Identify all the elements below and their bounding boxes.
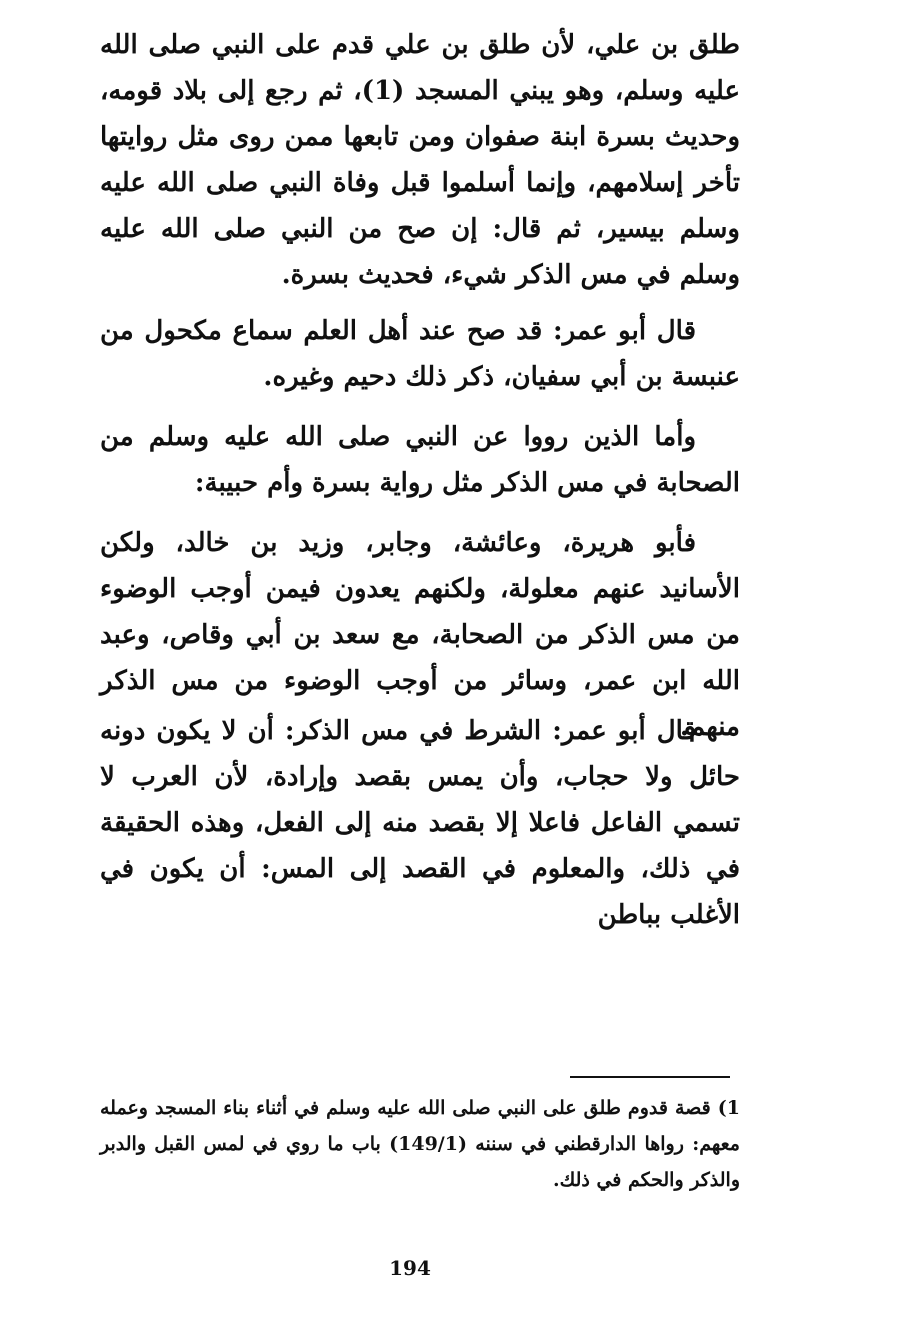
footnote: 1) قصة قدوم طلق على النبي صلى الله عليه وسلم في أثناء بناء المسجد وعمله معهم: رواها الدارقطني في سننه (149/1) باب ما روي في لمس القبل والدبر والذكر والحكم في ذلك.: [100, 1097, 740, 1191]
page-number: 194: [389, 1256, 431, 1280]
paragraph-3: وأما الذين رووا عن النبي صلى الله عليه وسلم من الصحابة في مس الذكر مثل رواية بسرة وأم حبيبة:: [100, 422, 740, 498]
footnote-separator: [570, 1076, 730, 1078]
paragraph-1: طلق بن علي، لأن طلق بن علي قدم على النبي صلى الله عليه وسلم، وهو يبني المسجد (1)، ثم رجع إلى بلاد قومه، وحديث بسرة ابنة صفوان ومن تابعها ممن روى مثل روايتها تأخر إسلامهم، وإنما أسلموا قبل وفاة النبي صلى الله عليه وسلم بيسير، ثم قال: إن صح من النبي صلى الله عليه وسلم في مس الذكر شيء، فحديث بسرة.: [100, 30, 740, 290]
paragraph-4: فأبو هريرة، وعائشة، وجابر، وزيد بن خالد، ولكن الأسانيد عنهم معلولة، ولكنهم يعدون فيمن أوجب الوضوء من مس الذكر من الصحابة، مع سعد بن أبي وقاص، وعبد الله ابن عمر، وسائر من أوجب الوضوء من مس الذكر منهم.: [100, 528, 740, 742]
paragraph-2: قال أبو عمر: قد صح عند أهل العلم سماع مكحول من عنبسة بن أبي سفيان، ذكر ذلك دحيم وغيره.: [100, 316, 740, 392]
paragraph-5: قال أبو عمر: الشرط في مس الذكر: أن لا يكون دونه حائل ولا حجاب، وأن يمس بقصد وإرادة، لأن العرب لا تسمي الفاعل فاعلا إلا بقصد منه إلى الفعل، وهذه الحقيقة في ذلك، والمعلوم في القصد إلى المس: أن يكون في الأغلب بباطن: [100, 716, 740, 930]
